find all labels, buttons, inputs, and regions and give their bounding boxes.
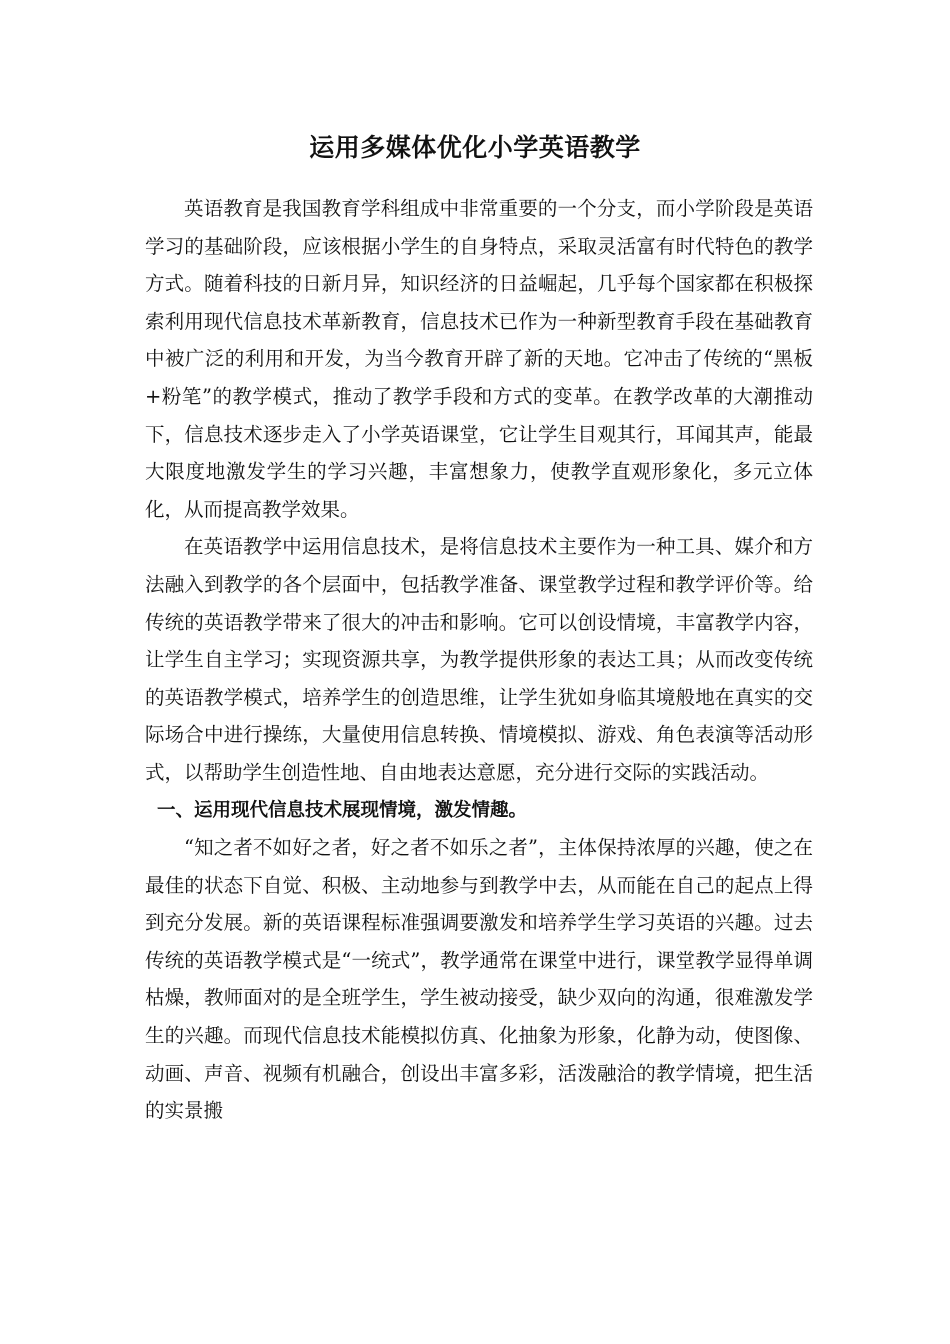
section-1-paragraph: “知之者不如好之者，好之者不如乐之者”，主体保持浓厚的兴趣，使之在最佳的状态下自觉、积极、主动地参与到教学中去，从而能在自己的起点上得到充分发展。新的英语课程标准强调要激发和培养学生学习英语的兴趣。过去传统的英语教学模式是“一统式”，教学通常在课堂中进行，课堂教学显得单调枯燥，教师面对的是全班学生，学生被动接受，缺少双向的沟通，很难激发学生的兴趣。而现代信息技术能模拟仿真、化抽象为形象，化静为动，使图像、动画、声音、视频有机融合，创设出丰富多彩，活泼融洽的教学情境，把生活的实景搬 — [145, 836, 813, 1123]
document-body — [145, 190, 813, 1130]
section-heading-1: 一、运用现代信息技术展现情境，激发情趣。 — [157, 799, 528, 821]
document-title: 运用多媒体优化小学英语教学 — [309, 133, 641, 162]
intro-paragraph-2: 在英语教学中运用信息技术，是将信息技术主要作为一种工具、媒介和方法融入到教学的各个层面中，包括教学准备、课堂教学过程和教学评价等。给传统的英语教学带来了很大的冲击和影响。它可以创设情境，丰富教学内容，让学生自主学习；实现资源共享，为教学提供形象的表达工具；从而改变传统的英语教学模式，培养学生的创造思维，让学生犹如身临其境般地在真实的交际场合中进行操练，大量使用信息转换、情境模拟、游戏、角色表演等活动形式，以帮助学生创造性地、自由地表达意愿，充分进行交际的实践活动。 — [145, 535, 813, 784]
intro-paragraph-1: 英语教育是我国教育学科组成中非常重要的一个分支，而小学阶段是英语学习的基础阶段，应该根据小学生的自身特点，采取灵活富有时代特色的教学方式。随着科技的日新月异，知识经济的日益崛起，几乎每个国家都在积极探索利用现代信息技术革新教育，信息技术已作为一种新型教育手段在基础教育中被广泛的利用和开发，为当今教育开辟了新的天地。它冲击了传统的“黑板+粉笔”的教学模式，推动了教学手段和方式的变革。在教学改革的大潮推动下，信息技术逐步走入了小学英语课堂，它让学生目观其行，耳闻其声，能最大限度地激发学生的学习兴趣，丰富想象力，使教学直观形象化，多元立体化，从而提高教学效果。 — [145, 197, 813, 521]
